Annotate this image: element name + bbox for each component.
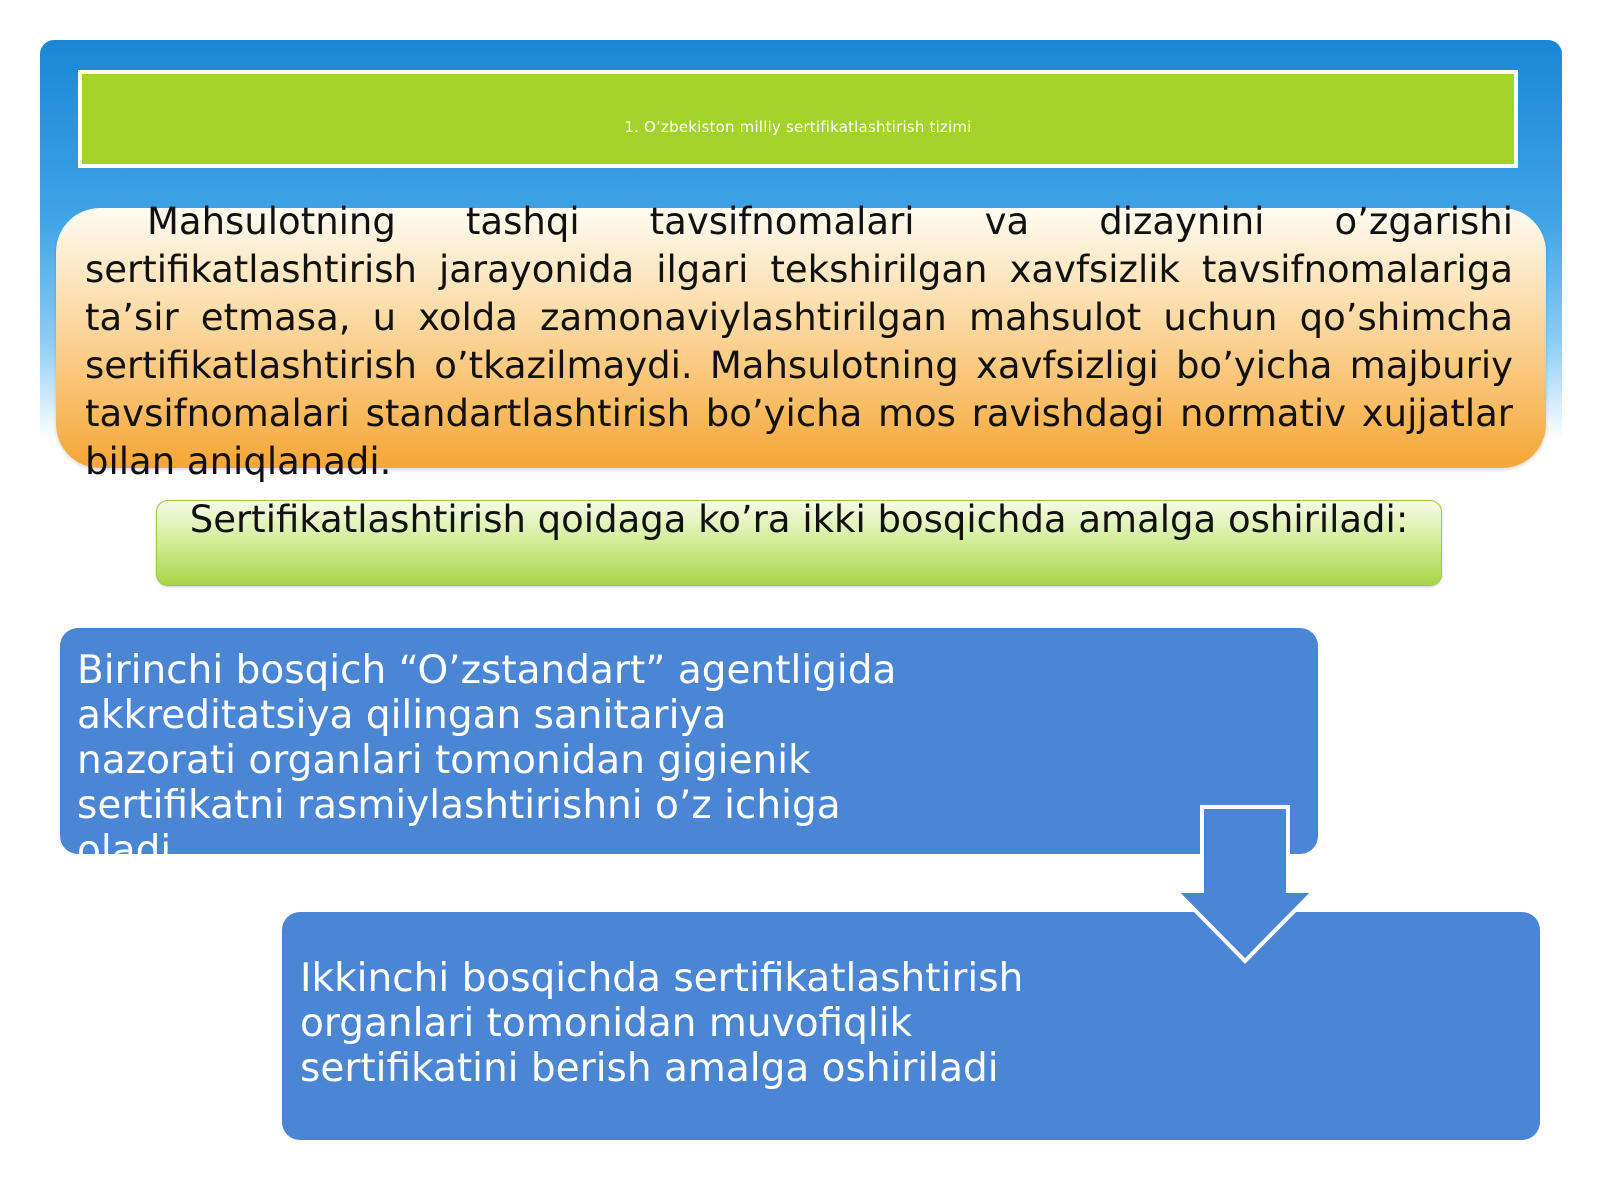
down-arrow-shape — [1176, 807, 1314, 961]
step-1-text: Birinchi bosqich “O’zstandart” agentligida akkreditatsiya qilingan sanitariya nazorati organlari tomonidan gigienik sertifikatni rasmiylashtirishni o’z ichiga oladi — [77, 648, 897, 873]
stages-heading: Sertifikatlashtirish qoidaga ko’ra ikki bosqichda amalga oshiriladi: — [189, 498, 1409, 541]
title-bar — [78, 70, 1518, 168]
step-2-text: Ikkinchi bosqichda sertifikatlashtirish organlari tomonidan muvofiqlik sertifikatini berish amalga oshiriladi — [300, 956, 1024, 1091]
slide-title: 1. O’zbekiston milliy sertifikatlashtirish tizimi — [624, 118, 972, 136]
down-arrow-icon — [1174, 805, 1316, 965]
intro-paragraph: Mahsulotning tashqi tavsifnomalari va dizaynini o’zgarishi sertifikatlashtirish jarayonida ilgari tekshirilgan xavfsizlik tavsifnomalariga ta’sir etmasa, u xolda zamonaviylashtirilgan mahsulot uchun qo’shimcha sertifikatlashtirish o’tkazilmaydi. Mahsulotning xavfsizligi bo’yicha majburiy tavsifnomalari standartlashtirish bo’yicha mos ravishdagi normativ xujjatlar bilan aniqlanadi. — [85, 200, 1513, 483]
